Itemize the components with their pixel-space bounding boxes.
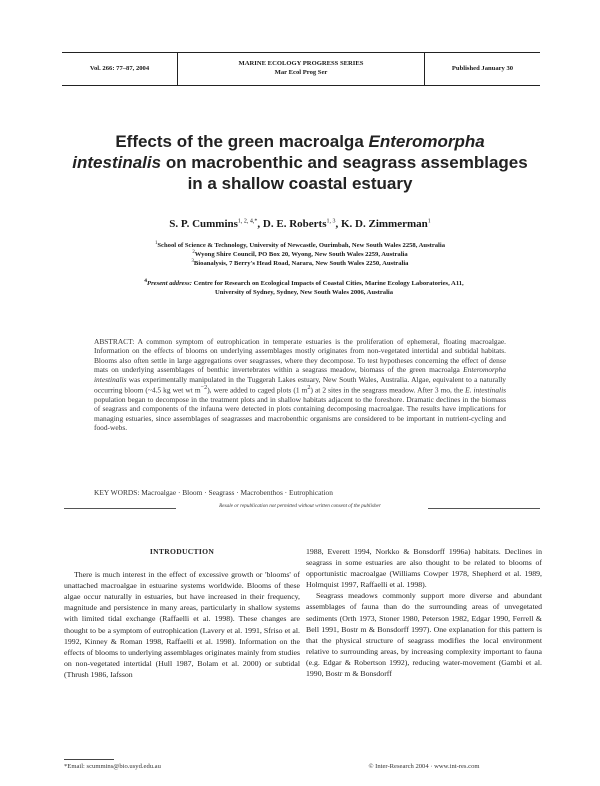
abstract-text: ), were added to caged plots (1 m: [207, 385, 308, 395]
abstract-superscript: −2: [200, 385, 208, 392]
affiliation-text: Bioanalysis, 7 Berry's Head Road, Narara, New South Wales 2250, Australia: [193, 260, 409, 267]
abstract: [94, 337, 506, 433]
affiliation-number: 2: [192, 249, 195, 255]
republication-notice: Resale or republication not permitted without written consent of the publisher: [219, 503, 381, 509]
author-list: S. P. Cummins$^{1, 2, 4,*}$, D. E. Roberts$^{1, 3}$, K. D. Zimmerman$^1$: [169, 218, 431, 230]
affiliation-number: 1: [154, 240, 158, 246]
body-paragraph: 1988, Everett 1994, Norkko & Bonsdorff 1996a) habitats. Declines in seagrass in some estuaries are also thought to be related to blooms of opportunistic macroalgae (Williams Cowper 1978, Shepherd et al. 1989, Holmquist 1997, Raffaelli et al. 1998).: [306, 547, 542, 590]
article-title: [70, 131, 530, 194]
affiliation-number: 4: [144, 278, 148, 284]
corresponding-mark: *: [254, 218, 258, 225]
present-address-label: Present address:: [147, 280, 192, 288]
publication-date: Published January 30: [424, 53, 540, 85]
body-paragraph: There is much interest in the effect of excessive growth or 'blooms' of unattached macroalgae in estuarine systems worldwide. Blooms of these algae occur naturally in estuaries, but have increased in their frequency, magnitude and persistence in many areas, particularly in shallow systems with limited tidal exchange (Raffaelli et al. 1998). These changes are thought to be a symptom of eutrophication (Lavery et al. 1991, Sfriso et al. 1992, Kinney & Roman 1998, Raffaelli et al. 1998). Information on the effects of blooms to underlying assemblages originates mainly from studies on non-vegetated intertidal (Hull 1987, Bolam et al. 2000) or subtidal (Thrush 1986, Iafsson: [64, 570, 300, 679]
title-part-2: on macrobenthic and seagrass assemblages in a shallow coastal estuary: [161, 153, 528, 193]
section-heading: INTRODUCTION: [149, 547, 215, 556]
present-address: [84, 277, 524, 297]
affiliation: [60, 241, 540, 250]
abstract-superscript: 2: [307, 385, 311, 392]
title-part-1: Effects of the green macroalga: [115, 132, 369, 151]
footnote-email: *Email: scummins@bio.usyd.edu.au: [64, 763, 161, 770]
abstract-text: was experimentally manipulated in the Tuggerah Lakes estuary, New South Wales, Australia. Algae, equivalent to a naturally occurring bloom (~4.5 kg wet wt m: [94, 374, 506, 395]
abstract-text: population began to decompose in the treatment plots and in shallow habitats adjacent to the foreshore. Dramatic declines in the biomass of seagrass and components of the infauna were detected in plots containing decomposing macroalgae. The results have implications for managing estuaries, since assemblages of seagrasses and macrobenthic organisms are considered to be important in nutrient-cycling and food-webs.: [94, 394, 506, 433]
abstract-species: Enteromorpha intestinalis: [94, 365, 506, 384]
journal-header: [62, 52, 540, 86]
author-name: D. E. Roberts: [262, 218, 327, 230]
body-paragraph: Seagrass meadows commonly support more diverse and abundant assemblages of fauna than do the surrounding areas of unvegetated sediments (Orth 1973, Stoner 1980, Peterson 1982, Edgar 1990, Ferrell & Bell 1991, Bostr m & Bonsdorff 1997). One explanation for this pattern is that the physical structure of seagrass modifies the local environment relative to surrounding areas, by increasing complexity important to fauna (e.g. Edgar & Robertson 1992), reducing water-movement (Gambi et al. 1990, Bostr m & Bonsdorff: [306, 591, 542, 679]
present-address-line-2: University of Sydney, Sydney, New South Wales 2006, Australia: [214, 289, 394, 297]
copyright: © Inter-Research 2004 · www.int-res.com: [368, 763, 480, 770]
author-affiliation-marks: 1, 3: [326, 218, 336, 225]
footnote-rule: [64, 759, 114, 760]
affiliation-text: School of Science & Technology, University of Newcastle, Ourimbah, New South Wales 2258, Australia: [157, 242, 446, 249]
author-name: S. P. Cummins: [169, 218, 238, 230]
author-affiliation-marks: 1: [427, 218, 431, 225]
author-name: K. D. Zimmerman: [340, 218, 428, 230]
body-column-right: [306, 546, 542, 679]
present-address-line-1: Centre for Research on Ecological Impacts of Coastal Cities, Marine Ecology Laboratories, A11,: [191, 280, 464, 288]
abstract-text: ABSTRACT: A common symptom of eutrophication in temperate estuaries is the proliferation of ephemeral, floating macroalgae. Information on the effects of blooms on underlying assemblages mostly originates from non-vegetated intertidal and subtidal habitats. Blooms also often settle in large aggregations over seagrasses, where they decompose. To test hypotheses concerning the effect of dense mats on underlying assemblages of benthic invertebrates within a seagrass meadow, biomass of the green macroalga: [94, 337, 506, 375]
affiliation-list: [60, 241, 540, 268]
abstract-species: E. intestinalis: [465, 385, 506, 395]
journal-abbrev: Mar Ecol Prog Ser: [274, 69, 328, 76]
keywords: KEY WORDS: Macroalgae · Bloom · Seagrass · Macrobenthos · Eutrophication: [94, 488, 333, 497]
body-column-left: [64, 546, 300, 680]
affiliation-number: 3: [191, 258, 194, 264]
affiliation: [60, 259, 540, 268]
author-affiliation-marks: 1, 2, 4,: [237, 218, 255, 225]
title-species: Enteromorpha intestinalis: [72, 132, 485, 172]
volume-info: Vol. 266: 77–87, 2004: [62, 53, 178, 85]
affiliation: [60, 250, 540, 259]
journal-name-block: [178, 53, 424, 85]
affiliation-text: Wyong Shire Council, PO Box 20, Wyong, New South Wales 2259, Australia: [194, 251, 408, 258]
abstract-text: ) at 2 sites in the seagrass meadow. After 3 mo, the: [310, 385, 466, 395]
journal-name: MARINE ECOLOGY PROGRESS SERIES: [238, 60, 364, 68]
